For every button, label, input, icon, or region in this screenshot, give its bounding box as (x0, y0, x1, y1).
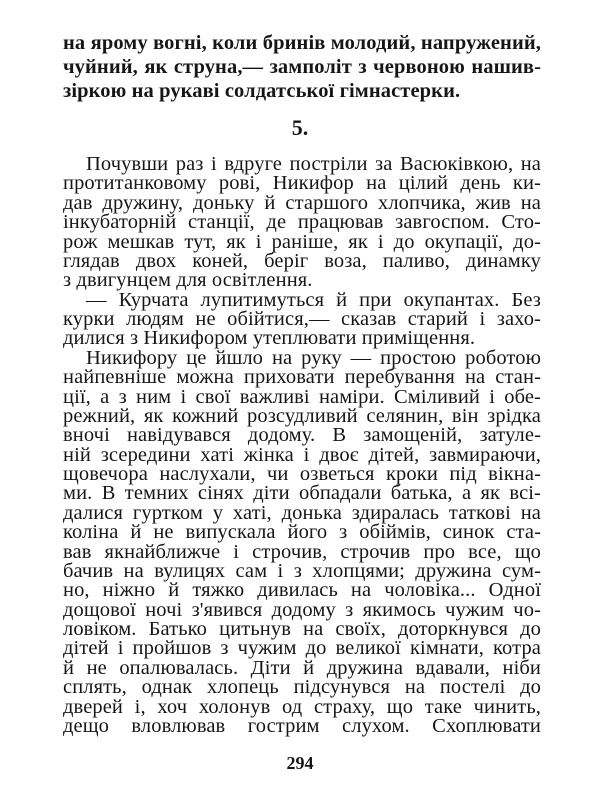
text-line: далися гуртком у хаті, донька здиралась таткові на (63, 502, 541, 524)
text-line: дав дружину, доньку й старшого хлопчика, жив на (63, 192, 541, 214)
section-heading: 5. (291, 115, 309, 140)
text-line: інкубаторній станції, де працював завгоспом. Сто- (63, 211, 541, 233)
text-line: чуйний, як струна,— замполіт з червоною нашив- (63, 56, 541, 78)
page-number: 294 (286, 753, 314, 773)
text-line: найпевніше можна приховати перебування на стан- (63, 366, 541, 388)
text-line: — Курчата лупитимуться й при окупантах. Без (86, 289, 541, 311)
text-line: дітей і пройшов з чужим до великої кімнати, котра (63, 637, 541, 659)
text-line: вночі навідувався додому. В замощеній, затуле- (63, 424, 541, 446)
text-line: дилися з Никифором утеплювати приміщення. (63, 327, 476, 349)
text-line: з двигунцем для освітлення. (63, 269, 313, 291)
text-line: глядав двох коней, беріг воза, паливо, динамку (63, 250, 541, 272)
text-line: Почувши раз і вдруге постріли за Васюківкою, на (86, 153, 541, 175)
text-line: курки людям не обійтися,— сказав старий і захо- (63, 308, 541, 330)
text-line: й не опалювалась. Діти й дружина вдавали, ніби (63, 657, 541, 679)
text-line: бачив на вулицях сам і з хлопцями; дружина сум- (63, 560, 541, 582)
text-line: рож мешкав тут, як і раніше, як і до окупації, до- (63, 231, 541, 253)
text-line: ній зсередини хаті жінка і двоє дітей, завмираючи, (63, 444, 541, 466)
text-line: протитанковому рові, Никифор на цілий день ки- (63, 172, 541, 194)
text-line: зіркою на рукаві солдатської гімнастерки. (63, 80, 461, 102)
text-line: ції, а з ним і свої важливі наміри. Сміливий і обе- (63, 386, 541, 408)
text-line: ловіком. Батько цитьнув на своїх, доторкнувся до (63, 618, 541, 640)
text-line: коліна й не випускала його з обіймів, синок ста- (63, 521, 541, 543)
text-line: щовечора наслухали, чи озветься кроки під вікна- (63, 463, 541, 485)
text-line: ми. В темних сінях діти обпадали батька, а як всі- (63, 482, 541, 504)
text-line: на ярому вогні, коли бринів молодий, напружений, (63, 32, 541, 54)
text-line: но, ніжно й тяжко дивилась на чоловіка... Одної (63, 579, 541, 601)
text-line: режний, як кожний розсудливий селянин, він зрідка (63, 405, 541, 427)
text-line: сплять, однак хлопець підсунувся на постелі до (63, 676, 541, 698)
text-line: дещо вловлював гострим слухом. Схоплювати (63, 715, 541, 737)
text-line: вав якнайближче і строчив, строчив про все, що (63, 541, 541, 563)
text-line: дверей і, хоч холонув од страху, що таке чинить, (63, 696, 541, 718)
text-line: Никифору це йшло на руку — простою роботою (86, 347, 541, 369)
text-line: дощової ночі з'явився додому з якимось чужим чо- (63, 599, 541, 621)
